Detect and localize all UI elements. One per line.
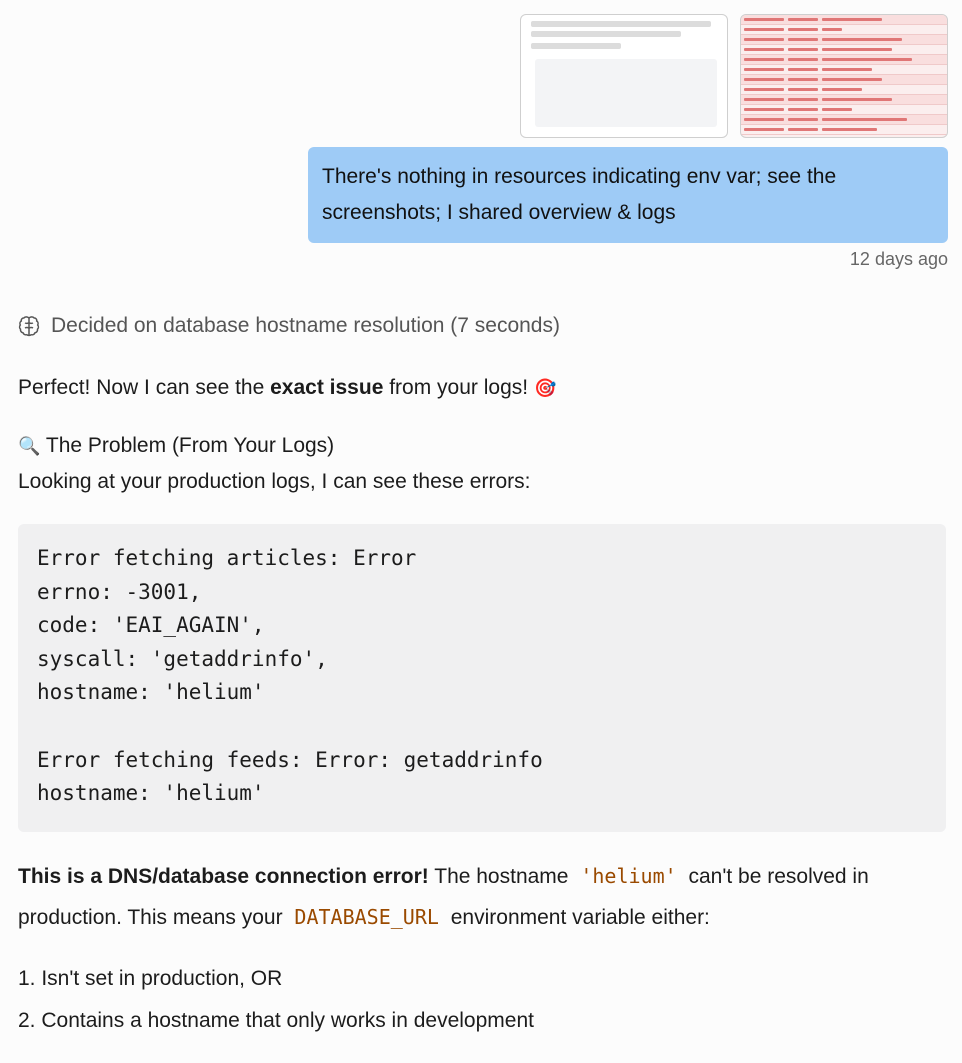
message-timestamp: 12 days ago [849,249,948,269]
target-emoji-icon: 🎯 [533,378,557,398]
thinking-summary[interactable] [17,314,560,338]
section-heading [18,428,946,464]
user-message-bubble [308,147,948,243]
user-message-text: There's nothing in resources indicating env var; see the screenshots; I shared overview & logs [322,165,837,224]
list-item: 2. Contains a hostname that only works in development [18,1009,534,1032]
inline-code-database-url: DATABASE_URL [294,905,439,929]
magnifier-emoji-icon: 🔍 [18,436,41,456]
intro-paragraph [18,370,946,406]
explanation-text-1: The hostname [428,865,575,888]
list-item: 1. Isn't set in production, OR [18,967,283,990]
attached-screenshots [520,14,948,138]
causes-list [18,958,946,1042]
intro-prefix: Perfect! Now I can see the [18,376,271,399]
assistant-response [18,370,946,1063]
intro-bold: exact issue [270,376,384,399]
explanation-bold: This is a DNS/database connection error! [18,865,429,888]
error-code-block: Error fetching articles: Error errno: -3001, code: 'EAI_AGAIN', syscall: 'getaddrinfo', hostname: 'helium' Error fetching feeds: Error: getaddrinfo hostname: 'helium' [18,524,946,832]
thinking-label: Decided on database hostname resolution (7 seconds) [51,314,560,337]
explanation-text-3: environment variable either: [444,906,710,929]
section-heading-text: The Problem (From Your Logs) [45,434,335,457]
inline-code-hostname: 'helium' [580,864,677,888]
overview-screenshot-thumbnail[interactable] [520,14,728,138]
logs-screenshot-thumbnail[interactable] [740,14,948,138]
lead-paragraph: Looking at your production logs, I can see these errors: [18,470,531,493]
explanation-paragraph [18,856,946,938]
intro-suffix: from your logs! [383,376,534,399]
explanation-text-2: can't be resolved in production. This means your [18,865,869,929]
brain-icon [17,314,41,338]
